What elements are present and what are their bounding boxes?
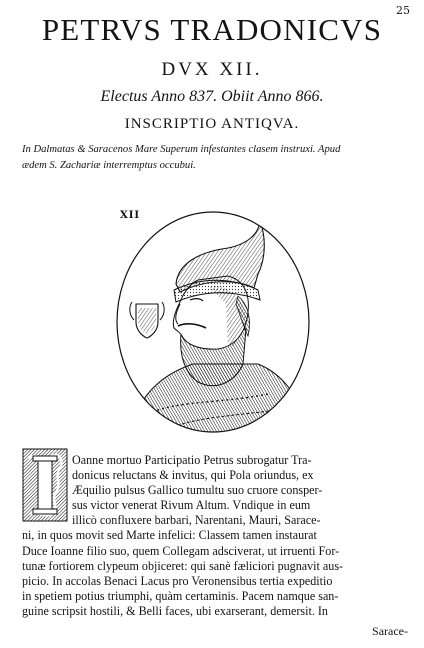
inscription-line: In Dalmatas & Saracenos Mare Superum infestantes clasem instruxi. Apud — [22, 144, 341, 155]
portrait-engraving — [108, 204, 318, 436]
body-line: Oanne mortuo Participatio Petrus subrogatur Tra- — [72, 453, 312, 467]
body-line: picio. In accolas Benaci Lacus pro Veronensibus tertia expeditio — [22, 573, 333, 588]
body-line: illicò confluxere barbari, Narentani, Mauri, Sarace- — [72, 513, 321, 528]
body-line: guine scripsit hostili, & Belli faces, ubi exarserant, demersit. In — [22, 603, 328, 618]
catchword: Sarace- — [372, 624, 408, 638]
body-line: Æquilio pulsus Gallico tumultu suo cruore consper- — [72, 483, 323, 498]
body-line: tunæ fortiorem clypeum objiceret: qui sanè fæliciori pugnavit aus- — [22, 558, 344, 573]
inscription-line: ædem S. Zachariæ interremptus occubui. — [22, 160, 196, 171]
page-number: 25 — [396, 4, 410, 17]
election-dates: Electus Anno 837. Obiit Anno 866. — [100, 88, 324, 105]
body-line: ni, in quos movit sed Marte infelici: Classem tamen instaurat — [22, 528, 317, 543]
body-line: donicus reluctans & invitus, qui Pola oriundus, ex — [72, 468, 314, 483]
body-line: Duce Ioanne filio suo, quem Collegam adsciverat, ut irruenti For- — [22, 543, 340, 558]
inscription-text — [22, 142, 408, 174]
page-subtitle: DVX XII. — [161, 59, 263, 80]
body-line: sus victor venerat Rivum Altum. Vndique in eum — [72, 498, 311, 513]
inscription-heading: INSCRIPTIO ANTIQVA. — [124, 116, 300, 132]
portrait-number: XII — [120, 210, 141, 221]
body-line: in spetiem potius triumphi, quàm certaminis. Pacem namque san- — [22, 588, 339, 603]
body-text — [22, 453, 410, 619]
page-title: PETRVS TRADONICVS — [41, 12, 383, 47]
